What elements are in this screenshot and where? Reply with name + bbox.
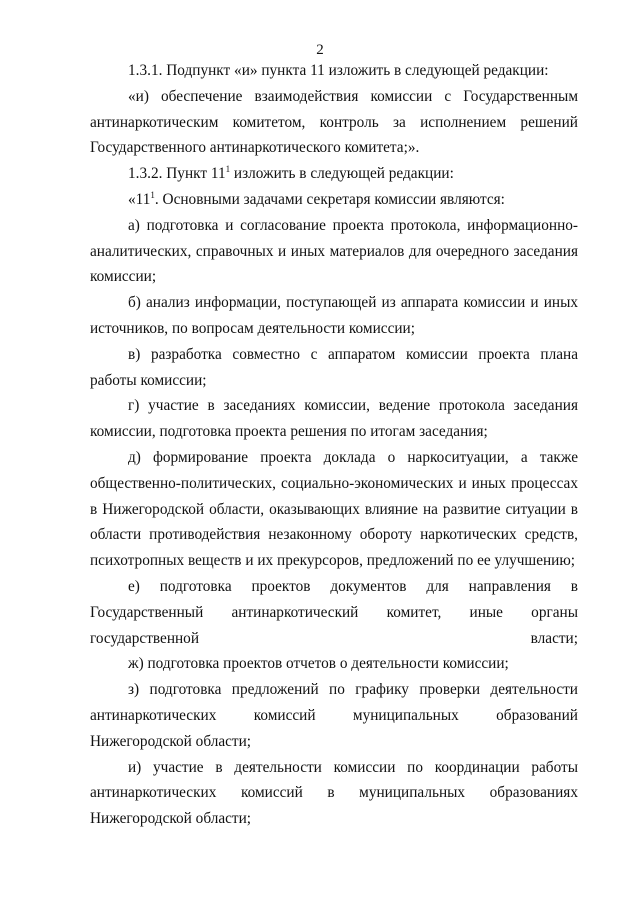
paragraph-item-v: в) разработка совместно с аппаратом комиссии проекта плана работы комиссии;: [90, 345, 578, 389]
document-body: [90, 58, 578, 832]
paragraph-1-3-2-end: изложить в следующей редакции:: [230, 165, 454, 183]
paragraph-item-zh: ж) подготовка проектов отчетов о деятельности комиссии;: [128, 655, 509, 673]
paragraph-1-3-2: [90, 161, 578, 187]
paragraph-item-b: б) анализ информации, поступающей из аппарата комиссии и иных источников, по вопросам деятельности комиссии;: [90, 294, 578, 337]
superscript-one: 1: [225, 164, 231, 175]
paragraph-item-z: з) подготовка предложений по графику проверки деятельности антинаркотических комиссий муниципальных образований Нижегородской области;: [90, 681, 578, 750]
paragraph-1-3-2-start: 1.3.2. Пункт 11: [128, 165, 226, 183]
paragraph-item-a: а) подготовка и согласование проекта протокола, информационно-аналитических, справочных и иных материалов для очередного заседания комиссии;: [90, 216, 578, 286]
paragraph-1-3-1: 1.3.1. Подпункт «и» пункта 11 изложить в следующей редакции:: [128, 62, 549, 79]
superscript-one: 1: [150, 189, 155, 200]
page-number: 2: [316, 42, 324, 58]
paragraph-subpoint-i: «и) обеспечение взаимодействия комиссии с Государственным антинаркотическим комитетом, контроль за исполнением решений Государственного антинаркотического комитета;».: [90, 87, 578, 157]
paragraph-point-11-1: [90, 187, 578, 213]
paragraph-item-g: г) участие в заседаниях комиссии, ведение протокола заседания комиссии, подготовка проекта решения по итогам заседания;: [90, 397, 578, 441]
paragraph-point-11-1-start: «11: [128, 190, 151, 208]
paragraph-item-e: е) подготовка проектов документов для направления в Государственный антинаркотический комитет, иные органы государственной власти;: [90, 577, 578, 647]
paragraph-item-d: д) формирование проекта доклада о наркоситуации, а также общественно-политических, социально-экономических и иных процессах в Нижегородской области, оказывающих влияние на развитие ситуации в области противодействия незаконному обороту наркотических средств, психотропных веществ и их прекурсоров, предложений по ее улучшению;: [90, 448, 578, 570]
paragraph-point-11-1-end: . Основными задачами секретаря комиссии являются:: [154, 190, 505, 208]
paragraph-item-i: и) участие в деятельности комиссии по координации работы антинаркотических комиссий в муниципальных образованиях Нижегородской области;: [90, 758, 578, 828]
